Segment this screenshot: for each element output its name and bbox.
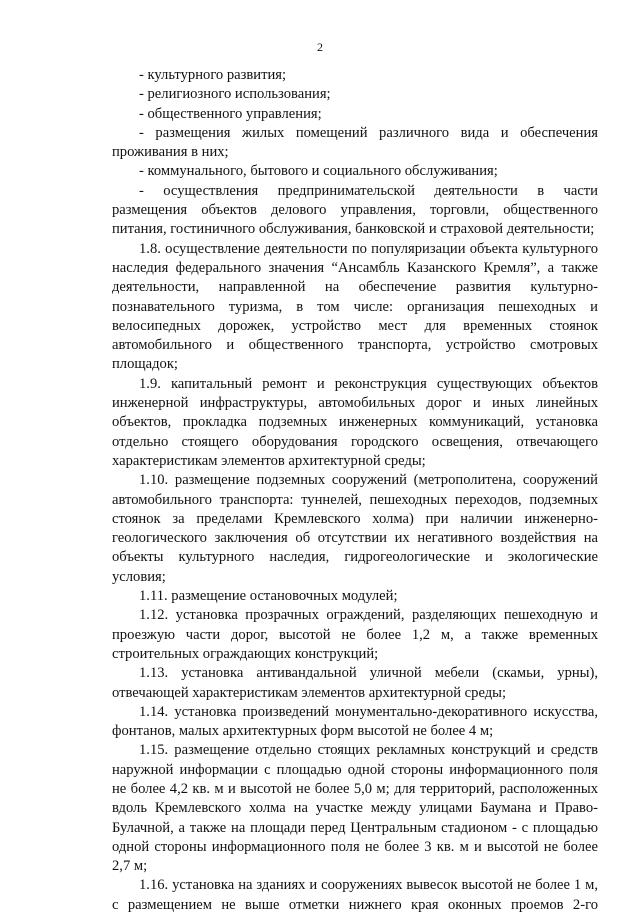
document-body	[112, 66, 598, 915]
clause-1-8: 1.8. осуществление деятельности по популяризации объекта культурного наследия федерального значения “Ансамбль Казанского Кремля”, а также деятельности, направленной на обеспечение развития культурно-познавательного туризма, в том числе: организация пешеходных и велосипедных дорожек, устройство мест для временных стоянок автомобильного и общественного транспорта, устройство смотровых площадок;	[112, 240, 598, 373]
list-item-communal-services: - коммунального, бытового и социального обслуживания;	[139, 163, 498, 180]
clause-1-14: 1.14. установка произведений монументально-декоративного искусства, фонтанов, малых архитектурных форм высотой не более 4 м;	[112, 703, 598, 740]
clause-1-13: 1.13. установка антивандальной уличной мебели (скамьи, урны), отвечающей характеристикам элементов архитектурной среды;	[112, 665, 598, 701]
list-item-religious-use: - религиозного использования;	[139, 86, 331, 103]
clause-1-15: 1.15. размещение отдельно стоящих рекламных конструкций и средств наружной информации с площадью одной стороны информационного поля не более 4,2 кв. м и высотой не более 5,0 м; для территорий, расположенных вдоль Кремлевского холма на участке между улицами Баумана и Право-Булачной, а также на площади перед Центральным стадионом - с площадью одной стороны информационного поля не более 3 кв. м и высотой не более 2,7 м;	[112, 742, 598, 875]
page-number: 2	[317, 40, 323, 54]
list-item-residential-premises: - размещения жилых помещений различного вида и обеспечения проживания в них;	[112, 124, 598, 161]
clause-1-9: 1.9. капитальный ремонт и реконструкция существующих объектов инженерной инфраструктуры, автомобильных дорог и иных линейных объектов, прокладка подземных инженерных коммуникаций, установка отдельно стоящего оборудования городского освещения, отвечающего характеристикам элементов архитектурной среды;	[112, 375, 598, 469]
clause-1-16: 1.16. установка на зданиях и сооружениях вывесок высотой не более 1 м, с размещением не выше отметки нижнего края оконных проемов 2-го	[112, 877, 598, 913]
list-item-cultural-development: - культурного развития;	[139, 67, 287, 83]
list-item-business-activity: - осуществления предпринимательской деятельности в части размещения объектов делового управления, торговли, общественного питания, гостиничного обслуживания, банковской и страховой деятельности;	[112, 182, 598, 238]
clause-1-10: 1.10. размещение подземных сооружений (метрополитена, сооружений автомобильного транспорта: туннелей, пешеходных переходов, подземных стоянок за пределами Кремлевского холма) при наличии инженерно-геологического заключения об отсутствии их негативного воздействия на объекты культурного наследия, гидрогеологические и экологические условия;	[112, 472, 598, 585]
clause-1-11: 1.11. размещение остановочных модулей;	[139, 588, 398, 605]
list-item-public-administration: - общественного управления;	[139, 105, 322, 122]
clause-1-12: 1.12. установка прозрачных ограждений, разделяющих пешеходную и проезжую части дорог, высотой не более 1,2 м, а также временных строительных ограждающих конструкций;	[112, 607, 598, 662]
